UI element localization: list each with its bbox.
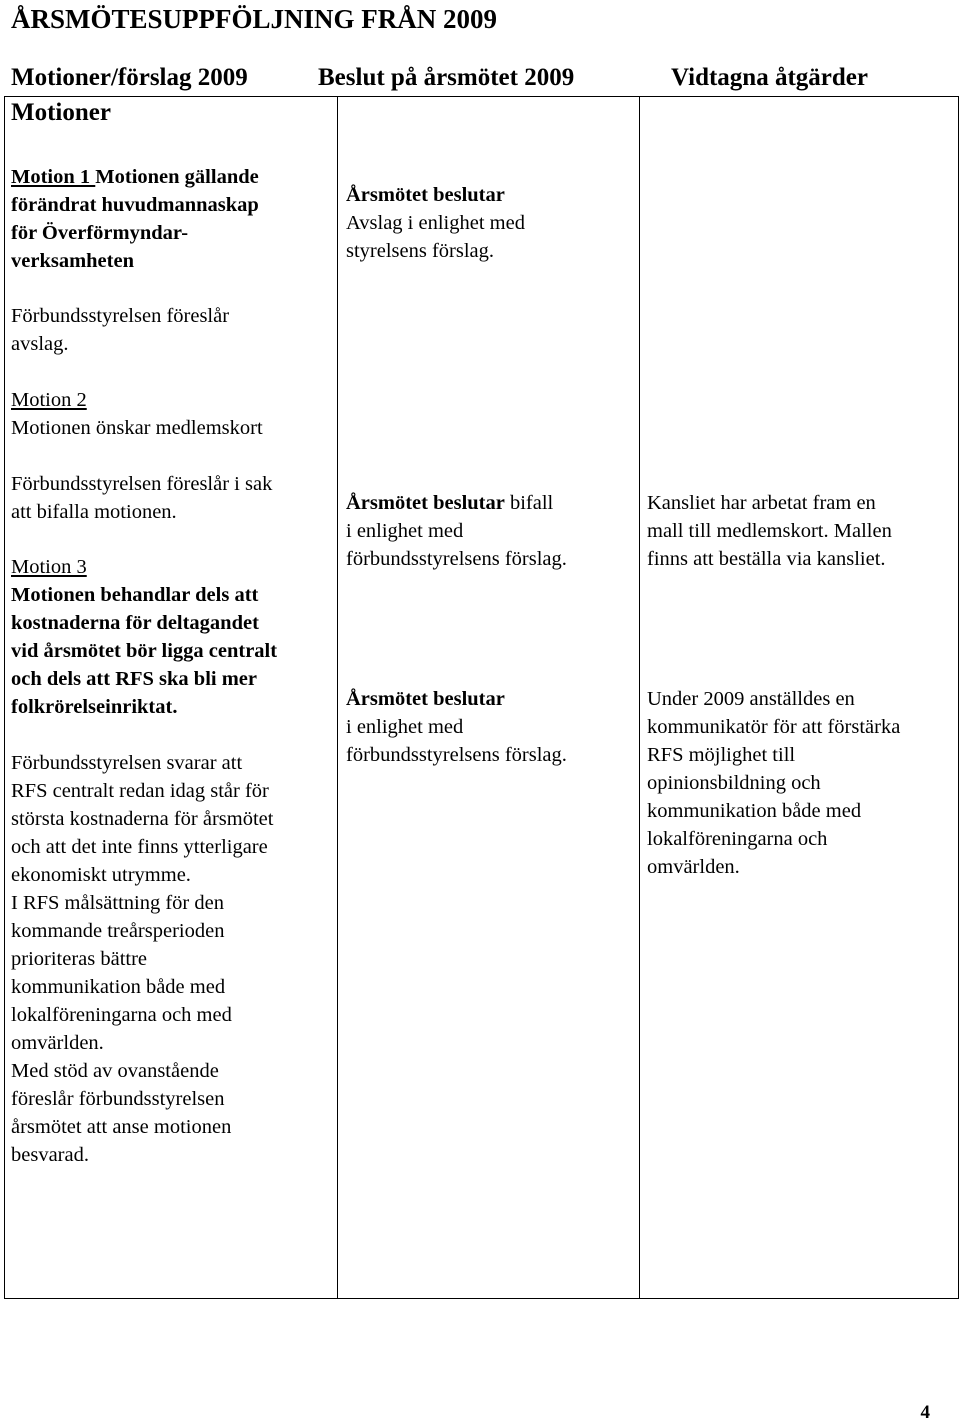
column-divider-2 xyxy=(639,96,640,1299)
page-title: ÅRSMÖTESUPPFÖLJNING FRÅN 2009 xyxy=(11,4,498,34)
motion-2-decision: Årsmötet beslutar bifall i enlighet med förbundsstyrelsens förslag. xyxy=(346,492,567,570)
page-number: 4 xyxy=(920,1402,930,1423)
column-header-actions: Vidtagna åtgärder xyxy=(671,64,868,91)
motion-1-decision: Årsmötet beslutar Avslag i enlighet med styrelsens förslag. xyxy=(346,184,525,262)
motion-3-action: Under 2009 anställdes en kommunikatör för att förstärka RFS möjlighet till opinionsbildning och kommunikation både med lokalföreningarna och omvärlden. xyxy=(647,688,901,878)
motion-3-title: Motion 3 Motionen behandlar dels att kostnaderna för deltagandet vid årsmötet bör ligga centralt och dels att RFS ska bli mer folkrörelseinriktat. xyxy=(11,553,277,721)
motion-3-board-response: Förbundsstyrelsen svarar att RFS centralt redan idag står för största kostnaderna för årsmötet och att det inte finns ytterligare ekonomiskt utrymme. I RFS målsättning för den kommande treårsperioden prioriteras bättre kommunikation både med lokalföreningarna och med omvärlden. Med stöd av ovanstående föreslår förbundsstyrelsen årsmötet att anse motionen besvarad. xyxy=(11,752,274,1166)
motion-1-number: Motion 1 xyxy=(11,166,96,188)
motion-3-decision: Årsmötet beslutar i enlighet med förbundsstyrelsens förslag. xyxy=(346,688,567,766)
column-divider-1 xyxy=(337,96,338,1299)
motion-1-board-proposal: Förbundsstyrelsen föreslår avslag. xyxy=(11,305,230,355)
motion-2-board-proposal: Förbundsstyrelsen föreslår i sak att bifalla motionen. xyxy=(11,473,273,523)
motion-1-title: Motion 1 Motionen gällande förändrat huvudmannaskap för Överförmyndar- verksamheten xyxy=(11,166,259,272)
motion-2-action: Kansliet har arbetat fram en mall till medlemskort. Mallen finns att beställa via kansliet. xyxy=(647,492,892,570)
section-heading-motions: Motioner xyxy=(11,99,111,126)
motion-3-number: Motion 3 xyxy=(11,556,87,578)
motion-2-title: Motion 2 Motionen önskar medlemskort xyxy=(11,386,263,442)
column-header-decision: Beslut på årsmötet 2009 xyxy=(318,64,575,91)
column-header-motions: Motioner/förslag 2009 xyxy=(11,64,248,91)
motion-2-number: Motion 2 xyxy=(11,389,87,411)
